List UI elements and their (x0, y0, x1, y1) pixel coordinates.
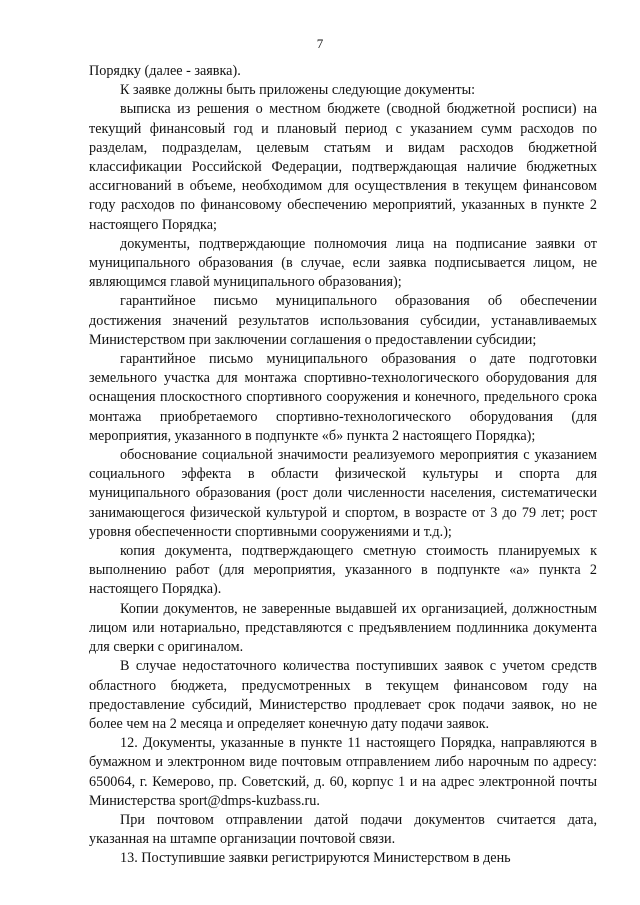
paragraph-continuation: Порядку (далее - заявка). (89, 63, 241, 79)
list-item-social-significance: обоснование социальной значимости реализуемого мероприятия с указанием социального эффекта в области физической культуры и спорта для муниципального образования (рост доли численности населения, систематически занимающегося физической культурой и спортом, в возрасте от 3 до 79 лет; рост уровня обеспеченности спортивными сооружениями и т.д.); (89, 447, 597, 540)
list-item-guarantee-letter-results: гарантийное письмо муниципального образования об обеспечении достижения значений результатов использования субсидии, устанавливаемых Министерством при заключении соглашения о предоставлении субсидии; (89, 293, 597, 348)
paragraph-copies-certification: Копии документов, не заверенные выдавшей их организацией, должностным лицом или нотариально, представляются с предъявлением подлинника документа для сверки с оригиналом. (89, 600, 597, 656)
list-item-budget-extract: выписка из решения о местном бюджете (сводной бюджетной росписи) на текущий финансовый год и плановый период с указанием сумм расходов по разделам, подразделам, целевым статьям и видам расходов бюджетной классификации Российской Федерации, подтверждающая наличие бюджетных ассигнований в объеме, необходимом для осуществления в текущем финансовом году расходов по финансовому обеспечению мероприятий, указанных в пункте 2 настоящего Порядка; (89, 101, 597, 233)
list-item-authority-documents: документы, подтверждающие полномочия лица на подписание заявки от муниципального образования (в случае, если заявка подписывается лицом, не являющимся главой муниципального образования); (89, 235, 597, 291)
paragraph-deadline-extension: В случае недостаточного количества поступивших заявок с учетом средств областного бюджета, предусмотренных в текущем финансовом году на предоставление субсидий, Министерство продлевает срок подачи заявок, но не более чем на 2 месяца и определяет конечную дату подачи заявок. (89, 658, 597, 732)
list-item-estimate-copy: копия документа, подтверждающего сметную стоимость планируемых к выполнению работ (для мероприятия, указанного в подпункте «а» пункта 2 настоящего Порядка). (89, 543, 597, 598)
paragraph-attachments-intro: К заявке должны быть приложены следующие документы: (120, 82, 476, 99)
paragraph-postal-date: При почтовом отправлении датой подачи документов считается дата, указанная на штампе организации почтовой связи. (89, 811, 597, 848)
page-number: 7 (316, 36, 324, 51)
paragraph-clause-12: 12. Документы, указанные в пункте 11 настоящего Порядка, направляются в бумажном и электронном виде почтовым отправлением либо нарочным по адресу: 650064, г. Кемерово, пр. Советский, д. 60, корпус 1 и на адрес электронной почты Министерства sport@dmps-kuzbass.ru. (89, 735, 597, 809)
paragraph-clause-13: 13. Поступившие заявки регистрируются Министерством в день (120, 850, 511, 867)
document-body (89, 62, 597, 869)
list-item-guarantee-letter-land: гарантийное письмо муниципального образования о дате подготовки земельного участка для монтажа спортивно-технологического оборудования для оснащения плоскостного спортивного сооружения и конечного, предельного срока монтажа приобретаемого спортивно-технологического оборудования (для мероприятия, указанного в подпункте «б» пункта 2 настоящего Порядка); (89, 351, 597, 444)
